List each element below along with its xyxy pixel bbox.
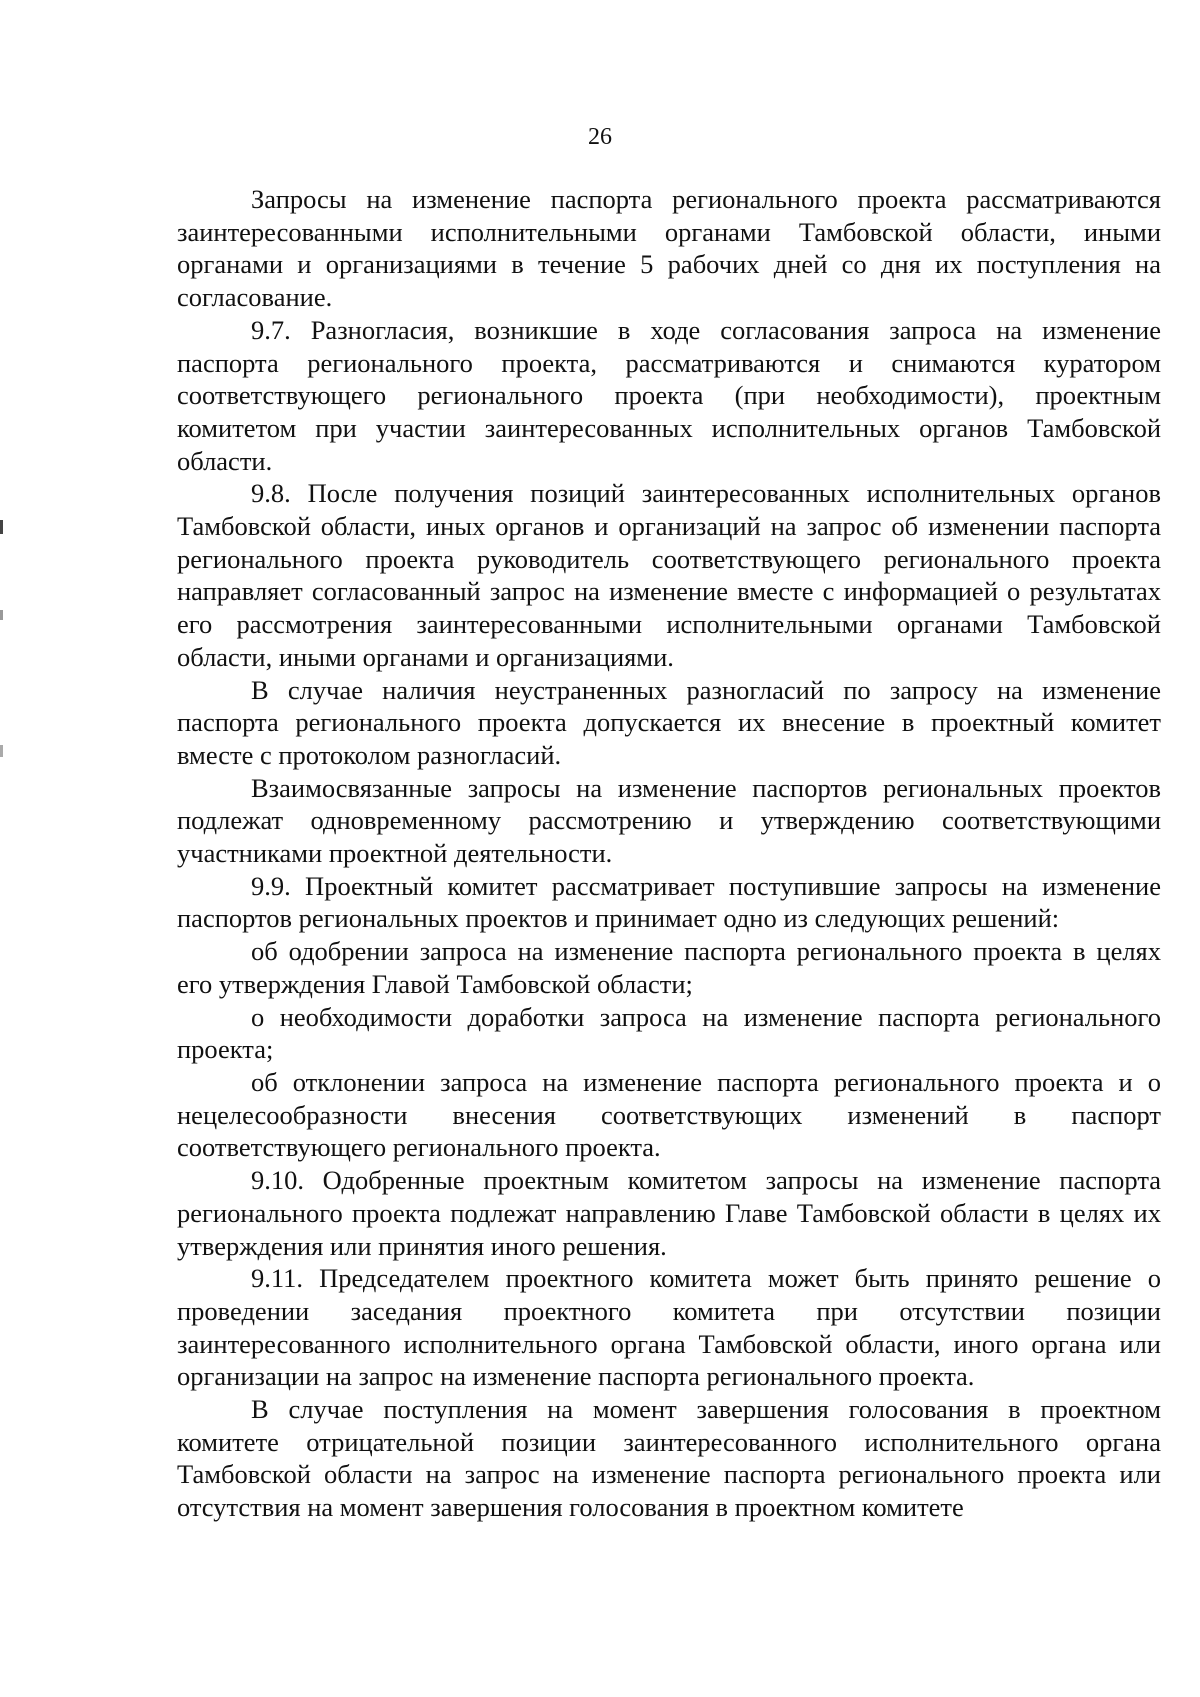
paragraph: об одобрении запроса на изменение паспорта регионального проекта в целях его утверждения Главой Тамбовской области; xyxy=(177,936,1161,999)
paragraph: 9.11. Председателем проектного комитета может быть принято решение о проведении заседания проектного комитета при отсутствии позиции заинтересованного исполнительного органа Тамбовской области, иного органа или организации на запрос на изменение паспорта регионального проекта. xyxy=(177,1263,1161,1392)
scan-artifact-mark xyxy=(0,745,3,757)
paragraph: 9.7. Разногласия, возникшие в ходе согласования запроса на изменение паспорта регионального проекта, рассматриваются и снимаются куратором соответствующего регионального проекта (при необходимости), проектным комитетом при участии заинтересованных исполнительных органов Тамбовской области. xyxy=(177,314,1161,476)
scan-artifact-mark xyxy=(0,520,3,534)
page-number: 26 xyxy=(588,124,612,150)
paragraph: В случае наличия неустраненных разногласий по запросу на изменение паспорта регионального проекта допускается их внесение в проектный комитет вместе с протоколом разногласий. xyxy=(177,674,1161,770)
document-body xyxy=(177,183,1161,1524)
paragraph: В случае поступления на момент завершения голосования в проектном комитете отрицательной позиции заинтересованного исполнительного органа Тамбовской области на запрос на изменение паспорта регионального проекта или отсутствия на момент завершения голосования в проектном комитете xyxy=(177,1394,1161,1523)
paragraph: об отклонении запроса на изменение паспорта регионального проекта и о нецелесообразности внесения соответствующих изменений в паспорт соответствующего регионального проекта. xyxy=(177,1066,1161,1163)
paragraph: Запросы на изменение паспорта регионального проекта рассматриваются заинтересованными исполнительными органами Тамбовской области, иными органами и организациями в течение 5 рабочих дней со дня их поступления на согласование. xyxy=(177,184,1161,313)
paragraph: 9.8. После получения позиций заинтересованных исполнительных органов Тамбовской области, иных органов и организаций на запрос об изменении паспорта регионального проекта руководитель соответствующего регионального проекта направляет согласованный запрос на изменение вместе с информацией о результатах его рассмотрения заинтересованными исполнительными органами Тамбовской области, иными органами и организациями. xyxy=(177,478,1161,672)
scan-artifact-mark xyxy=(0,610,3,620)
paragraph: Взаимосвязанные запросы на изменение паспортов региональных проектов подлежат одновременному рассмотрению и утверждению соответствующими участниками проектной деятельности. xyxy=(177,772,1161,869)
paragraph: 9.9. Проектный комитет рассматривает поступившие запросы на изменение паспортов региональных проектов и принимает одно из следующих решений: xyxy=(177,870,1161,934)
paragraph: 9.10. Одобренные проектным комитетом запросы на изменение паспорта регионального проекта подлежат направлению Главе Тамбовской области в целях их утверждения или принятия иного решения. xyxy=(177,1165,1161,1261)
paragraph: о необходимости доработки запроса на изменение паспорта регионального проекта; xyxy=(177,1001,1161,1065)
